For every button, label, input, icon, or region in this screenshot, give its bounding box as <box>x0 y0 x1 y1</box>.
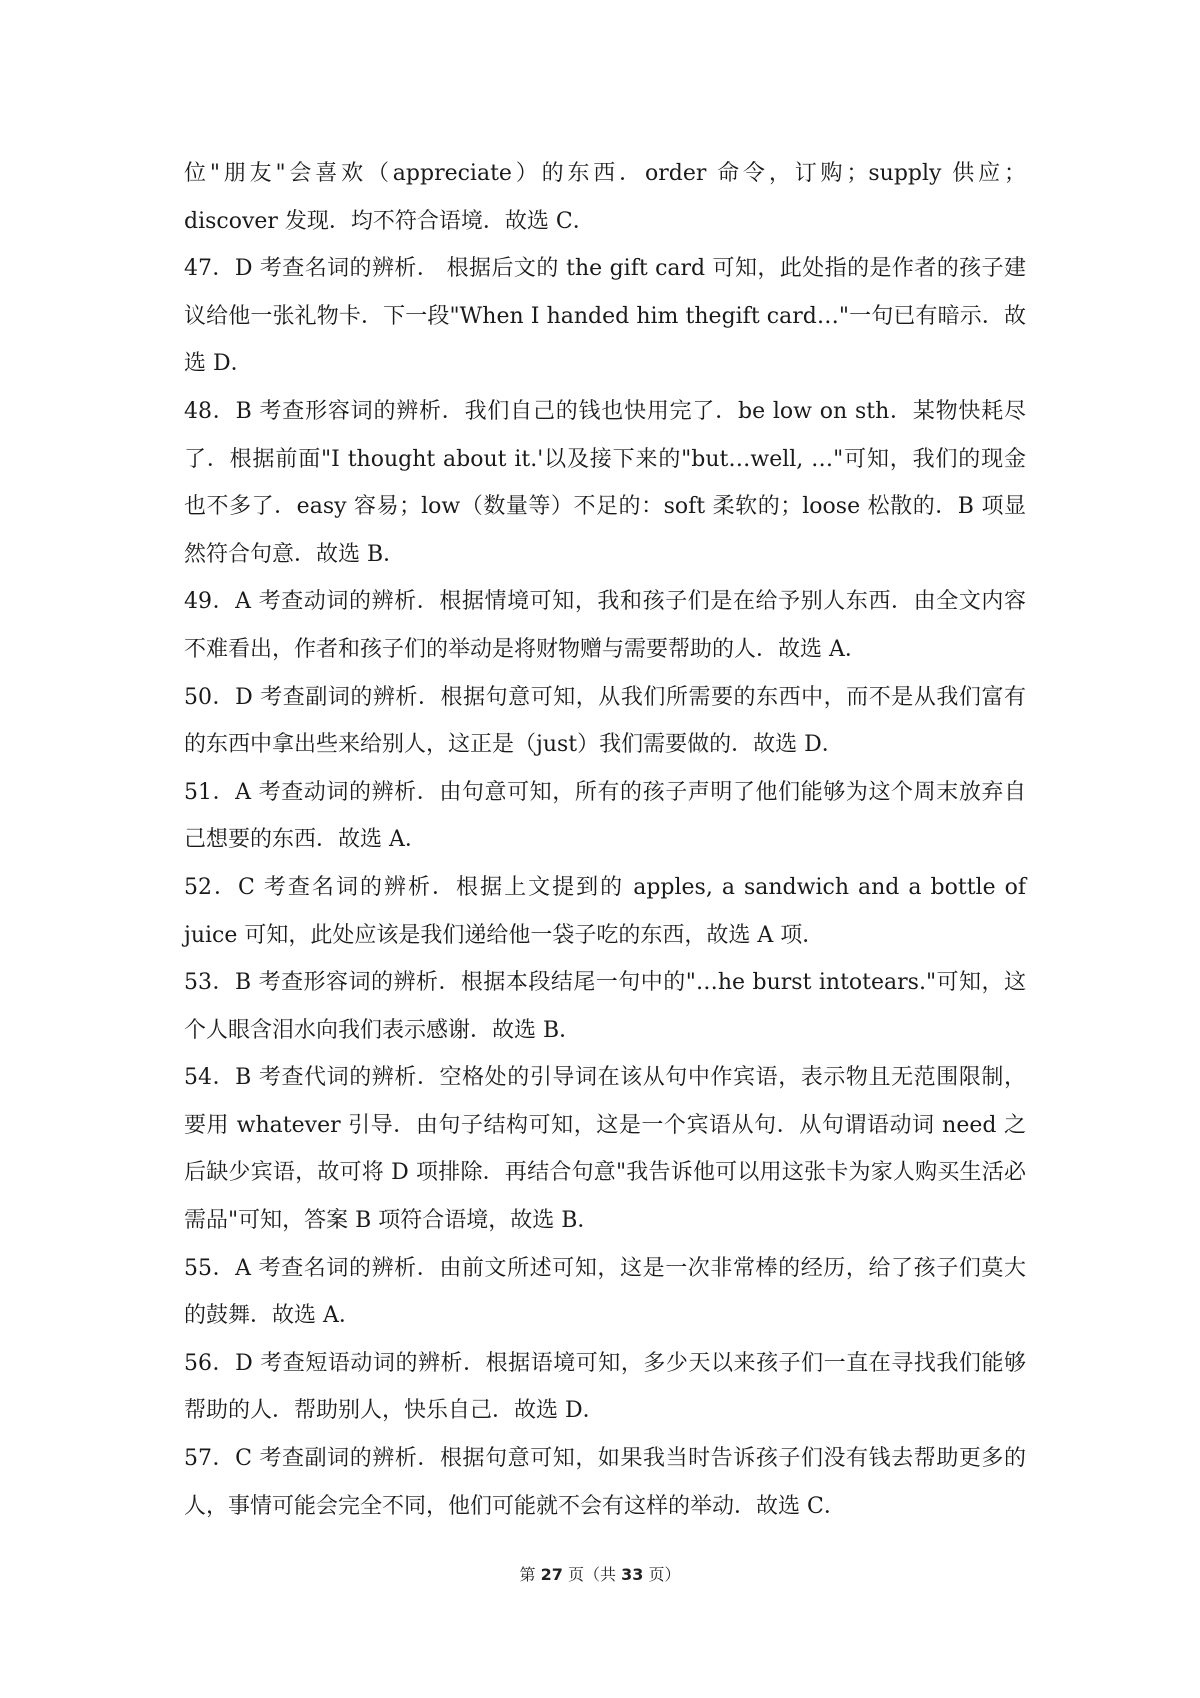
answer-54: 54．B 考查代词的辨析．空格处的引导词在该从句中作宾语，表示物且无范围限制，要用 whatever 引导．由句子结构可知，这是一个宾语从句．从句谓语动词 need 之后缺少宾语，故可将 D 项排除．再结合句意"我告诉他可以用这张卡为家人购买生活必需品"可知，答案 B 项符合语境，故选 B． <box>184 1065 1026 1234</box>
answer-47: 47．D 考查名词的辨析． 根据后文的 the gift card 可知，此处指的是作者的孩子建议给他一张礼物卡．下一段"When I handed him thegift card…"一句已有暗示．故选 D． <box>184 256 1026 377</box>
answer-57: 57．C 考查副词的辨析．根据句意可知，如果我当时告诉孩子们没有钱去帮助更多的人，事情可能会完全不同，他们可能就不会有这样的举动．故选 C． <box>184 1446 1026 1519</box>
paragraph-continuation: 位"朋友"会喜欢（appreciate）的东西．order 命令，订购；supply 供应；discover 发现．均不符合语境．故选 C． <box>184 161 1026 234</box>
answer-53: 53．B 考查形容词的辨析．根据本段结尾一句中的"…he burst intotears."可知，这个人眼含泪水向我们表示感谢．故选 B． <box>184 970 1026 1043</box>
page-footer <box>0 1562 1200 1585</box>
answer-48: 48．B 考查形容词的辨析．我们自己的钱也快用完了．be low on sth．某物快耗尽了．根据前面"I thought about it.'以及接下来的"but…well, …"可知，我们的现金也不多了．easy 容易；low（数量等）不足的：soft 柔软的；loose 松散的．B 项显然符合句意．故选 B． <box>184 398 1026 567</box>
footer-prefix: 第 <box>519 1565 536 1584</box>
answer-50: 50．D 考查副词的辨析．根据句意可知，从我们所需要的东西中，而不是从我们富有的东西中拿出些来给别人，这正是（just）我们需要做的．故选 D． <box>184 684 1026 758</box>
footer-suffix: 页） <box>648 1565 681 1584</box>
answer-55: 55．A 考查名词的辨析．由前文所述可知，这是一次非常棒的经历，给了孩子们莫大的鼓舞．故选 A． <box>184 1255 1026 1329</box>
answer-52: 52．C 考查名词的辨析．根据上文提到的 apples, a sandwich and a bottle of juice 可知，此处应该是我们递给他一袋子吃的东西，故选 A 项． <box>184 874 1026 948</box>
answer-51: 51．A 考查动词的辨析．由句意可知，所有的孩子声明了他们能够为这个周末放弃自己想要的东西．故选 A． <box>184 779 1026 853</box>
answer-56: 56．D 考查短语动词的辨析．根据语境可知，多少天以来孩子们一直在寻找我们能够帮助的人．帮助别人，快乐自己．故选 D． <box>184 1350 1026 1424</box>
document-body <box>184 150 1026 1530</box>
footer-current-page: 27 <box>540 1565 563 1584</box>
answer-49: 49．A 考查动词的辨析．根据情境可知，我和孩子们是在给予别人东西．由全文内容不难看出，作者和孩子们的举动是将财物赠与需要帮助的人．故选 A． <box>184 589 1026 662</box>
footer-total-pages: 33 <box>621 1565 644 1584</box>
footer-middle: 页（共 <box>567 1565 616 1584</box>
